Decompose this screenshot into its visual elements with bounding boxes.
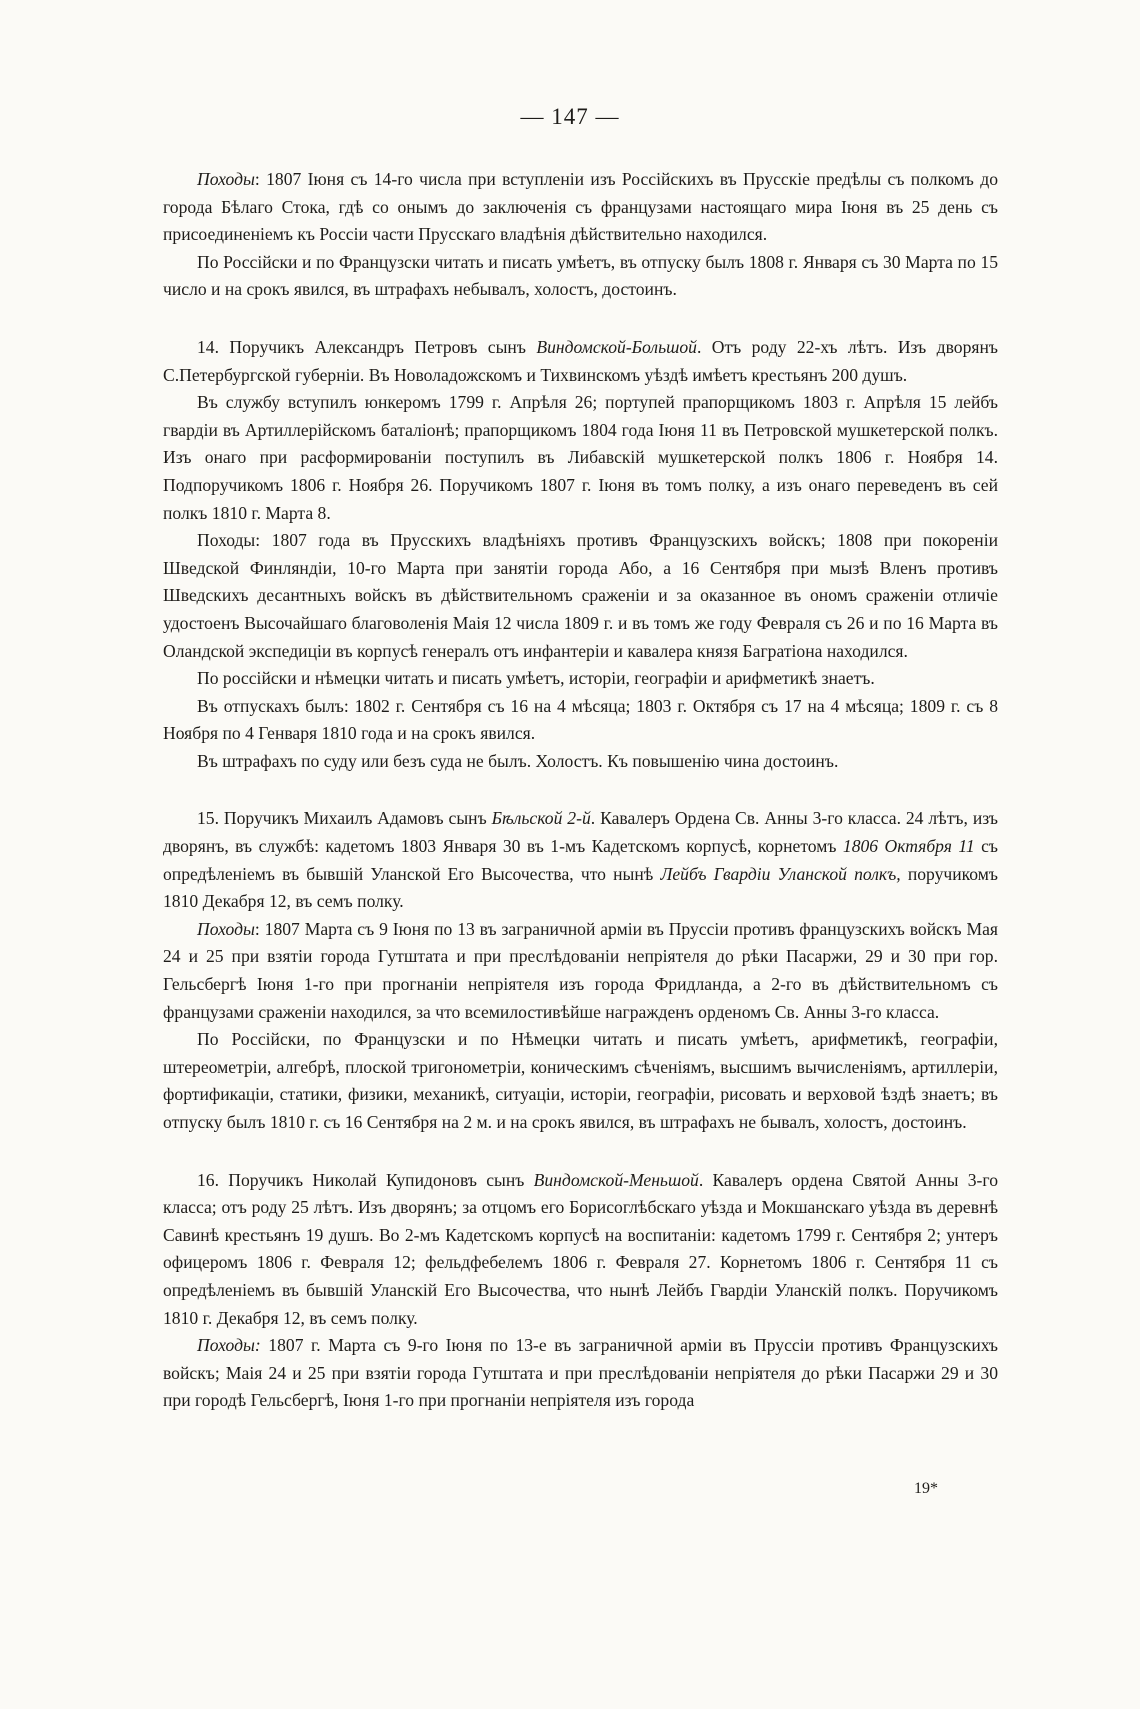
entry-14-penalties: Въ штрафахъ по суду или безъ суда не былъ. Холостъ. Къ повышенію чина достоинъ. [197,750,839,771]
page-body [163,166,998,1415]
entry-15-surname: Бѣльской 2-й [491,808,591,829]
entry-16-campaigns: Походы: 1807 г. Марта съ 9-го Іюня по 13-е въ заграничной арміи въ Пруссіи противъ Французскихъ войскъ; Маія 24 и 25 при взятіи города Гутштата и при преслѣдованіи непріятеля до рѣки Пасаржи 29 и 30 при городѣ Гельсбергѣ, Іюня 1-го при прогнаніи непріятеля изъ города [163,1335,998,1411]
entry-15-campaigns: Походы: 1807 Марта съ 9 Іюня по 13 въ заграничной арміи въ Пруссіи противъ французскихъ войскъ Мая 24 и 25 при взятіи города Гутштата и при преслѣдованіи непріятеля до рѣки Пасаржи, 29 и 30 при гор. Гельсбергѣ Іюня 1-го при прогнаніи непріятеля изъ города Фридланда, а 2-го въ дѣйствительномъ съ французами сраженіи находился, за что всемилостивѣйше награжденъ орденомъ Св. Анны 3-го класса. [163,918,998,1022]
entry-15-heading: 15. Поручикъ Михаилъ Адамовъ сынъ Бѣльской 2-й. Кавалеръ Ордена Св. Анны 3-го класса. 24 лѣтъ, изъ дворянъ, въ службѣ: кадетомъ 1803 Января 30 въ 1-мъ Кадетскомъ корпусѣ, корнетомъ 1806 Октября 11 съ опредѣленіемъ въ бывшій Уланской Его Высочества, что нынѣ Лейбъ Гвардіи Уланской полкъ, поручикомъ 1810 Декабря 12, въ семъ полку. [163,808,999,912]
entry-14-campaigns: Походы: 1807 года въ Прусскихъ владѣніяхъ противъ Французскихъ войскъ; 1808 при покореніи Шведской Финляндіи, 10-го Марта при занятіи города Або, а 16 Сентября при мызѣ Вленъ противъ Шведскихъ десантныхъ войскъ въ дѣйствительномъ сраженіи и за оказанное въ ономъ сраженіи отличіе удостоенъ Высочайшаго благоволенія Маія 12 числа 1809 г. и въ томъ же году Февраля съ 26 и по 16 Марта въ Оландской экспедиціи въ корпусѣ генералъ отъ инфантеріи и кавалера князя Багратіона находился. [163,530,998,661]
entry-16-surname: Виндомской-Меньшой [533,1169,699,1190]
entry-14-heading: 14. Поручикъ Александръ Петровъ сынъ Виндомской-Большой. Отъ роду 22-хъ лѣтъ. Изъ дворянъ С.Петербургской губерніи. Въ Новоладожскомъ и Тихвинскомъ уѣздѣ имѣетъ крестьянъ 200 душъ. [163,336,998,385]
entry-15-regiment: Лейбъ Гвардіи Уланской полкъ, [660,863,901,884]
entry-14-service: Въ службу вступилъ юнкеромъ 1799 г. Апрѣля 26; портупей прапорщикомъ 1803 г. Апрѣля 15 лейбъ гвардіи въ Артиллерійскомъ баталіонѣ; прапорщикомъ 1804 года Іюня 11 въ Петровской мушкетерской полкъ. Изъ онаго при расформированіи поступилъ въ Либавскій мушкетерской полкъ 1806 г. Ноября 14. Подпоручикомъ 1806 г. Ноября 26. Поручикомъ 1807 г. Іюня въ томъ полку, а изъ онаго переведенъ въ сей полкъ 1810 г. Марта 8. [163,392,998,523]
entry-14-surname: Виндомской-Большой [536,336,697,357]
intro-campaigns-paragraph: Походы: 1807 Іюня съ 14-го числа при вступленіи изъ Россійскихъ въ Прусскіе предѣлы съ полкомъ до города Бѣлаго Стока, гдѣ со онымъ до заключенія съ французами настоящаго мира Іюня въ 25 день съ присоединеніемъ къ Россіи части Прусскаго владѣнія дѣйствительно находился. [163,169,998,245]
intro-languages-paragraph: По Россійски и по Французски читать и писать умѣетъ, въ отпуску былъ 1808 г. Января съ 30 Марта по 15 число и на срокъ явился, въ штрафахъ небывалъ, холостъ, достоинъ. [163,251,998,300]
entry-14-languages: По россійски и нѣмецки читать и писать умѣетъ, исторіи, географіи и арифметикѣ знаетъ. [197,668,875,689]
signature-mark: 19* [914,1480,938,1497]
campaigns-label: Походы: [197,1335,261,1356]
campaigns-label: Походы [197,169,255,189]
entry-14-leave: Въ отпускахъ былъ: 1802 г. Сентября съ 16 на 4 мѣсяца; 1803 г. Октября съ 17 на 4 мѣсяца; 1809 г. съ 8 Ноября по 4 Генваря 1810 года и на срокъ явился. [163,695,998,744]
entry-15-education: По Россійски, по Французски и по Нѣмецки читать и писать умѣетъ, арифметикѣ, географіи, штереометріи, алгебрѣ, плоской тригонометріи, коническимъ сѣченіямъ, высшимъ вычисленіямъ, артиллеріи, фортификаціи, статики, физики, механикѣ, ситуаціи, исторіи, географіи, рисовать и верховой ѣздѣ знаетъ; въ отпуску былъ 1810 г. съ 16 Сентября на 2 м. и на срокъ явился, въ штрафахъ не бывалъ, холостъ, достоинъ. [163,1029,998,1132]
campaigns-label: Походы [197,918,255,939]
entry-15-date: 1806 Октября 11 [842,836,975,857]
entry-16-heading: 16. Поручикъ Николай Купидоновъ сынъ Виндомской-Меньшой. Кавалеръ ордена Святой Анны 3-го класса; отъ роду 25 лѣтъ. Изъ дворянъ; за отцомъ его Борисоглѣбскаго уѣзда и Мокшанскаго уѣзда въ деревнѣ Савинѣ крестьянъ 19 душъ. Во 2-мъ Кадетскомъ корпусѣ на воспитаніи: кадетомъ 1799 г. Сентября 2; унтеръ офицеромъ 1806 г. Февраля 12; фельдфебелемъ 1806 г. Февраля 27. Корнетомъ 1806 г. Сентября 11 съ опредѣленіемъ въ бывшій Уланскій Его Высочества, что нынѣ Лейбъ Гвардіи Уланскій полкъ. Поручикомъ 1810 г. Декабря 12, въ семъ полку. [163,1169,998,1328]
page-number: — 147 — [520,104,620,129]
